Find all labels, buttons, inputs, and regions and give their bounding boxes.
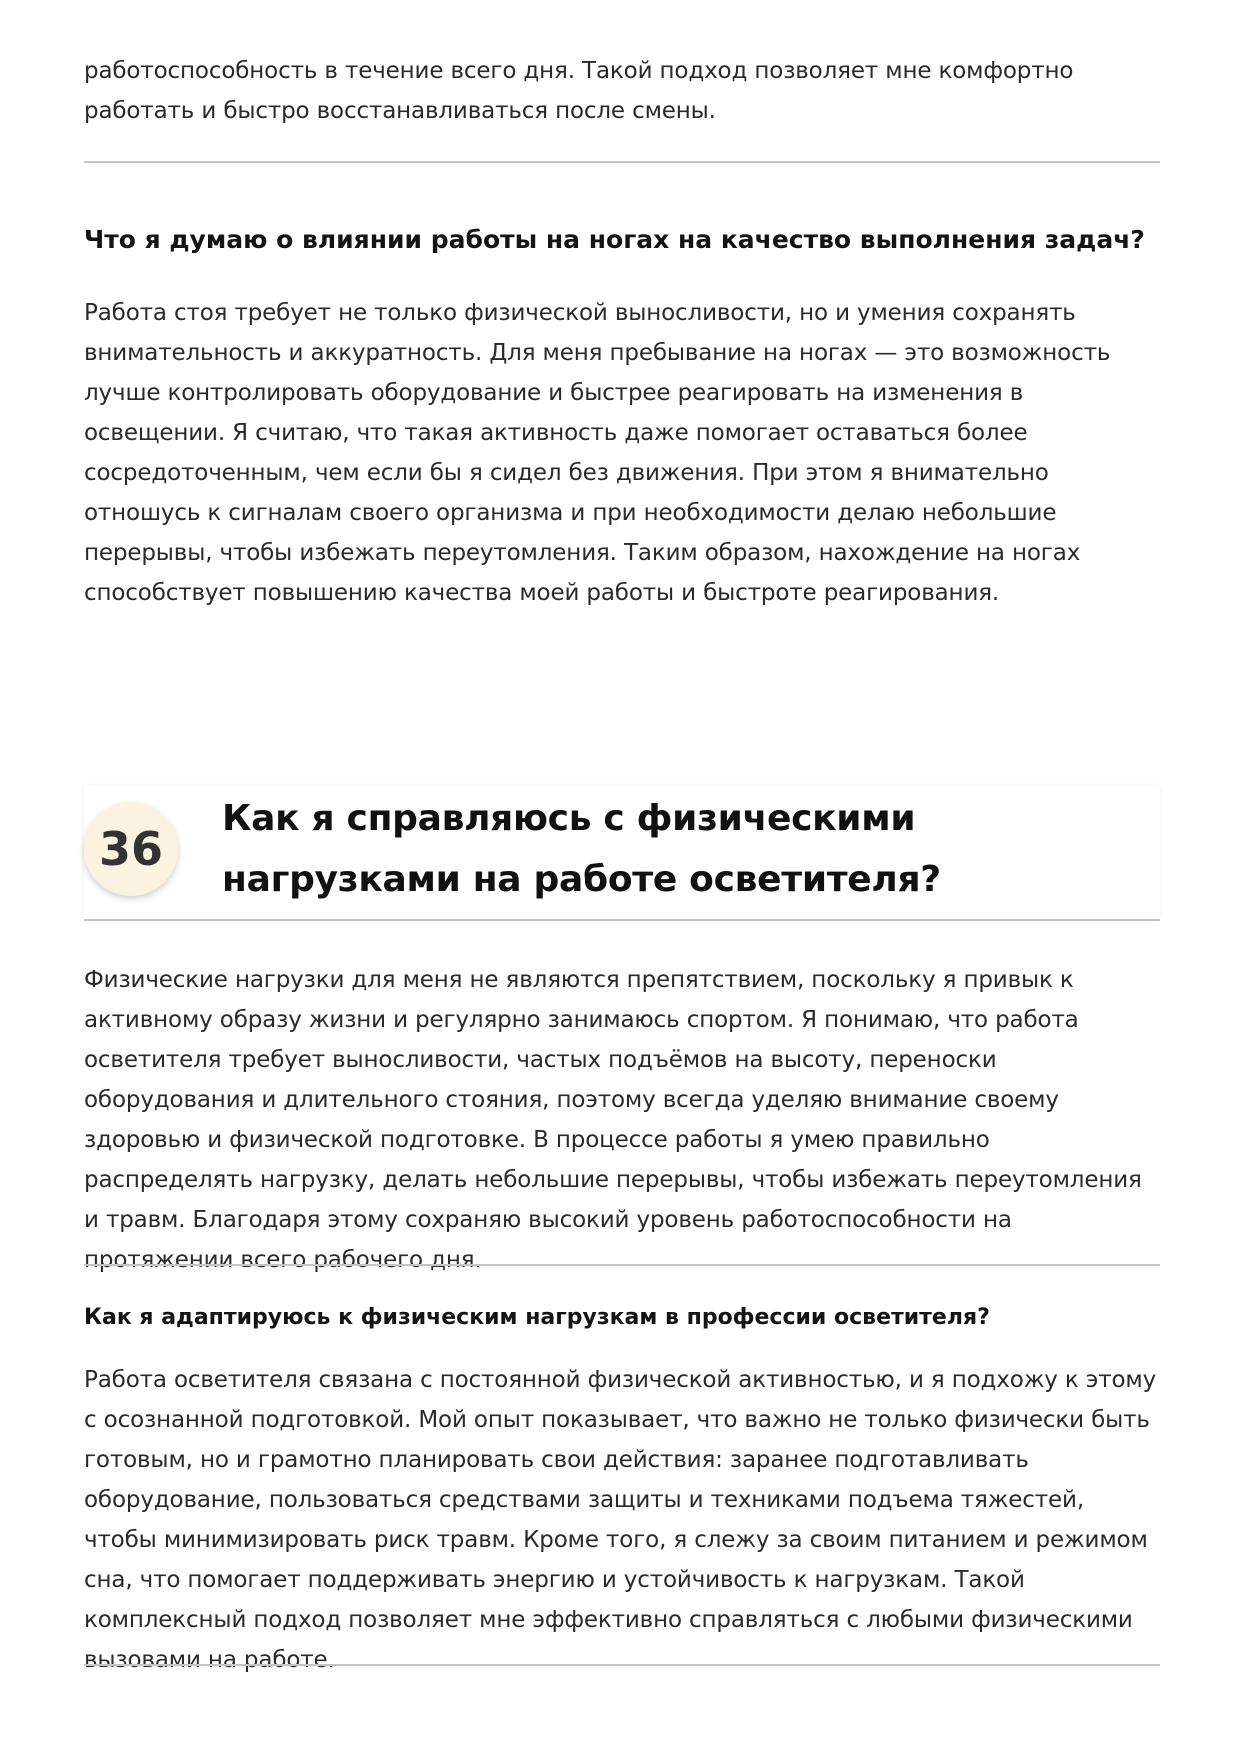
continued-answer-text: работоспособность в течение всего дня. Такой подход позволяет мне комфортно работать и быстро восстанавливаться после смены. — [84, 58, 1074, 124]
followup-answer-text: Работа осветителя связана с постоянной физической активностью, и я подхожу к этому с осознанной подготовкой. Мой опыт показывает, что важно не только физически быть готовым, но и грамотно планировать свои действия: заранее подготавливать оборудование, пользоваться средствами защиты и техниками подъема тяжестей, чтобы минимизировать риск травм. Кроме того, я слежу за своим питанием и режимом сна, что помогает поддерживать энергию и устойчивость к нагрузкам. Такой комплексный подход позволяет мне эффективно справляться с любыми физическими вызовами на работе. — [84, 1367, 1157, 1673]
divider — [84, 1264, 1160, 1266]
divider — [84, 1664, 1160, 1666]
followup-heading: Что я думаю о влиянии работы на ногах на качество выполнения задач? — [84, 225, 1145, 254]
followup-answer-text: Работа стоя требует не только физической выносливости, но и умения сохранять внимательность и аккуратность. Для меня пребывание на ногах — это возможность лучше контролировать оборудование и быстрее реагировать на изменения в освещении. Я считаю, что такая активность даже помогает оставаться более сосредоточенным, чем если бы я сидел без движения. При этом я внимательно отношусь к сигналам своего организма и при необходимости делаю небольшие перерывы, чтобы избежать переутомления. Таким образом, нахождение на ногах способствует повышению качества моей работы и быстроте реагирования. — [84, 300, 1111, 606]
divider — [84, 919, 1160, 921]
question-number-badge: 36 — [84, 802, 178, 896]
divider — [84, 161, 1160, 163]
question-title: Как я справляюсь с физическими нагрузками на работе осветителя? — [222, 798, 941, 900]
followup-heading: Как я адаптируюсь к физическим нагрузкам в профессии осветителя? — [84, 1305, 990, 1330]
question-header — [84, 786, 1160, 920]
question-answer-text: Физические нагрузки для меня не являются препятствием, поскольку я привык к активному образу жизни и регулярно занимаюсь спортом. Я понимаю, что работа осветителя требует выносливости, частых подъёмов на высоту, переноски оборудования и длительного стояния, поэтому всегда уделяю внимание своему здоровью и физической подготовке. В процессе работы я умею правильно распределять нагрузку, делать небольшие перерывы, чтобы избежать переутомления и травм. Благодаря этому сохраняю высокий уровень работоспособности на протяжении всего рабочего дня. — [84, 967, 1142, 1273]
